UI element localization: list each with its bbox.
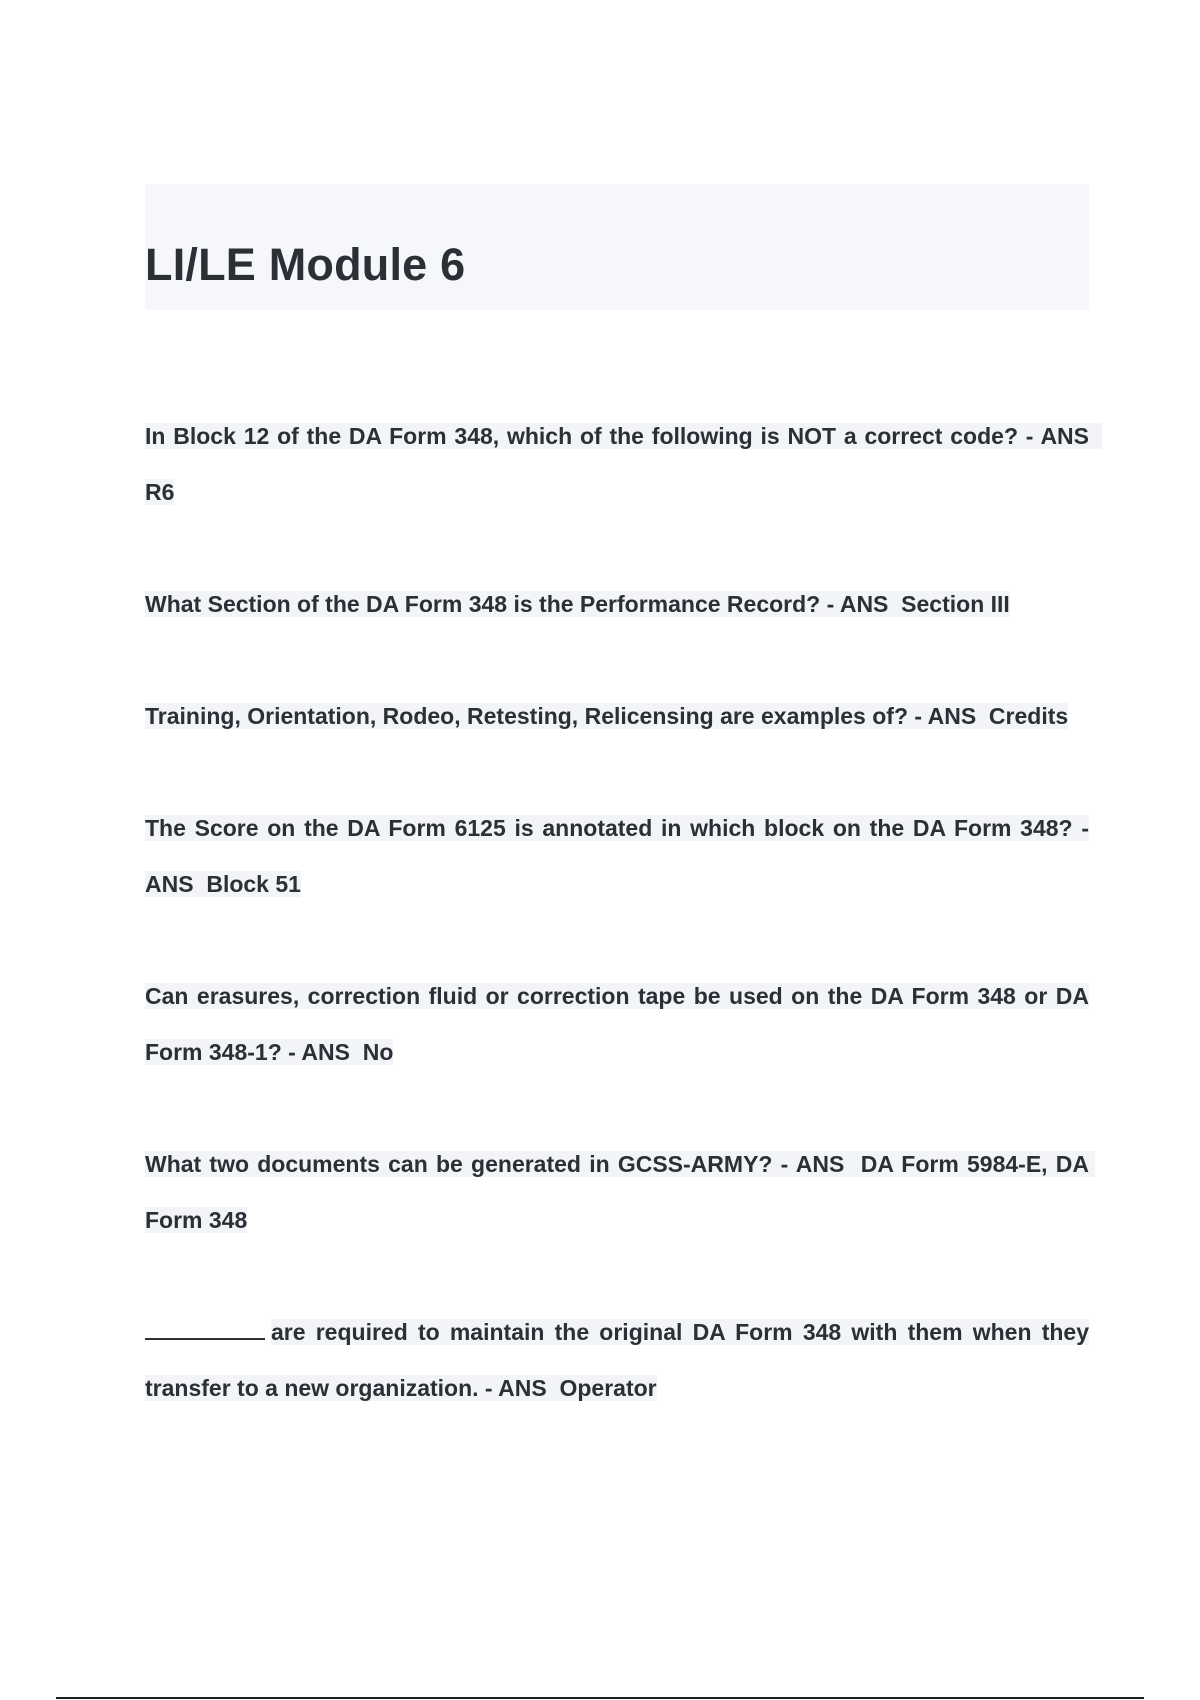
qa-list <box>145 408 1102 1472</box>
document-title: LI/LE Module 6 <box>145 239 466 290</box>
question-text: What two documents can be generated in GCSS-ARMY? - <box>145 1151 789 1177</box>
answer-text: ANS Block 51 <box>145 871 301 897</box>
qa-item <box>145 800 1089 912</box>
answer-text: ANS DA Form 5984-E, DA Form 348 <box>145 1151 1096 1233</box>
question-text: In Block 12 of the DA Form 348, which of the following is NOT a correct code? - <box>145 423 1034 449</box>
question-text: The Score on the DA Form 6125 is annotated in which block on the DA Form 348? - <box>145 815 1089 841</box>
answer-text: ANS R6 <box>145 423 1102 505</box>
qa-item <box>145 1136 1096 1248</box>
footer-divider <box>56 1697 1144 1699</box>
qa-item <box>145 576 1089 632</box>
qa-item <box>145 688 1089 744</box>
qa-item <box>145 968 1089 1080</box>
question-text: What Section of the DA Form 348 is the Performance Record? - <box>145 591 835 617</box>
answer-text: ANS Section III <box>839 591 1010 617</box>
answer-text: ANS Operator <box>498 1375 657 1401</box>
answer-text: ANS Credits <box>927 703 1069 729</box>
question-text: are required to maintain the original DA Form 348 with them when they transfer to a new organization. - <box>145 1319 1089 1401</box>
qa-item <box>145 1304 1089 1416</box>
fill-in-blank <box>145 1318 265 1340</box>
qa-item <box>145 408 1102 520</box>
question-text: Training, Orientation, Rodeo, Retesting, Relicensing are examples of? - <box>145 703 923 729</box>
answer-text: ANS No <box>301 1039 394 1065</box>
question-text: Can erasures, correction fluid or correction tape be used on the DA Form 348 or DA Form 348-1? - <box>145 983 1089 1065</box>
title-band <box>145 184 1089 310</box>
